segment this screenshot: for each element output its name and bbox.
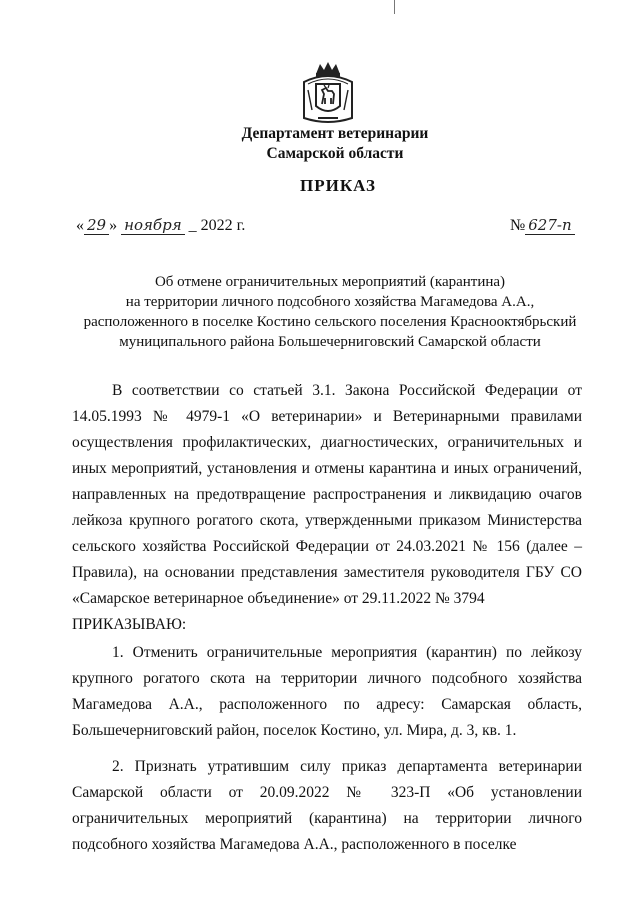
date-year: _ 2022 г. [188, 217, 246, 234]
order-date [76, 216, 245, 235]
handwritten-month: ноября [121, 216, 185, 235]
order-subject [60, 272, 600, 352]
subject-line-3: расположенного в поселке Костино сельского поселения Краснооктябрьский [83, 314, 577, 330]
order-number [510, 216, 575, 235]
subject-line-1: Об отмене ограничительных мероприятий (карантина) [154, 274, 506, 290]
department-line-1: Департамент ветеринарии [241, 125, 429, 142]
open-quote: « [76, 217, 84, 234]
order-item-1: 1. Отменить ограничительные мероприятия (карантин) по лейкозу крупного рогатого скота на территории личного подсобного хозяйства Магамедова А.А., расположенного по адресу: Самарская область, Большечерниговский район, поселок Костино, ул. Мира, д. 3, кв. 1. [72, 644, 582, 739]
order-body [72, 378, 582, 858]
doc-type: ПРИКАЗ [300, 176, 376, 195]
handwritten-day: 29 [84, 216, 109, 235]
department-name [0, 124, 640, 164]
order-word: ПРИКАЗЫВАЮ: [72, 616, 187, 633]
number-prefix: № [510, 217, 526, 234]
subject-line-4: муниципального района Большечерниговский Самарской области [119, 334, 541, 350]
order-item-2: 2. Признать утратившим силу приказ департамента ветеринарии Самарской области от 20.09.2022 № 323-П «Об установлении ограничительных мероприятий (карантина) на территории личного подсобного хозяйства Магамедова А.А., расположенного в поселке [72, 758, 582, 853]
document-title [0, 176, 640, 196]
scan-mark [394, 0, 403, 14]
close-quote: » [109, 217, 118, 234]
subject-line-2: на территории личного подсобного хозяйства Магамедова А.А., [125, 294, 535, 310]
samara-coat-of-arms-icon [298, 60, 358, 126]
preamble-paragraph: В соответствии со статьей 3.1. Закона Российской Федерации от 14.05.1993 № 4979-1 «О ветеринарии» и Ветеринарными правилами осуществления профилактических, диагностических, ограничительных и иных мероприятий, установления и отмены карантина и иных ограничений, направленных на предотвращение распространения и ликвидацию очагов лейкоза крупного рогатого скота, утвержденными приказом Министерства сельского хозяйства Российской Федерации от 24.03.2021 № 156 (далее – Правила), на основании представления заместителя руководителя ГБУ СО «Самарское ветеринарное объединение» от 29.11.2022 № 3794 [72, 382, 582, 607]
handwritten-number: 627-п [525, 216, 574, 235]
department-line-2: Самарской области [266, 145, 404, 162]
